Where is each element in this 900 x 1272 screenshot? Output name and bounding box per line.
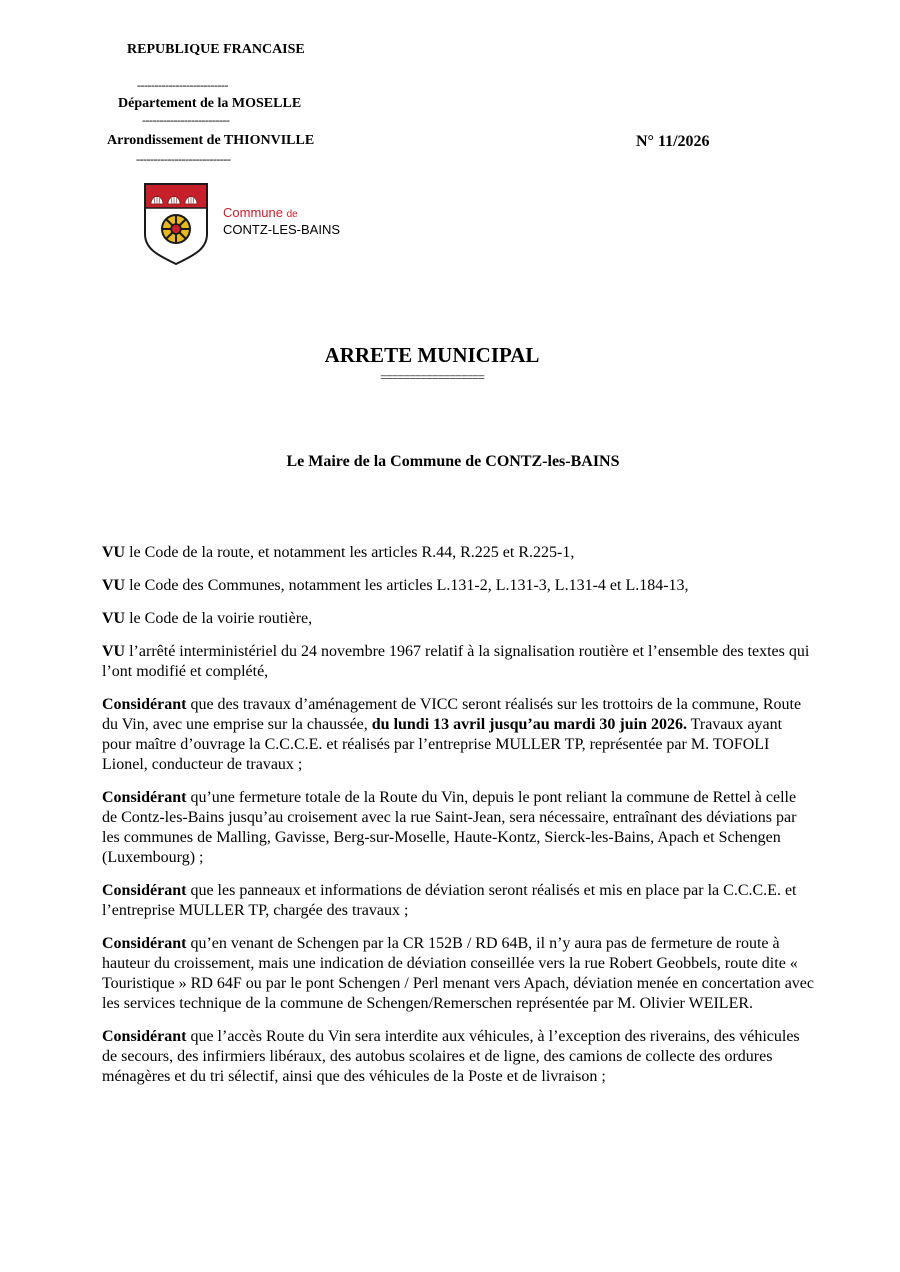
page-title: ARRETE MUNICIPAL bbox=[324, 343, 540, 367]
separator: --------------------------- bbox=[136, 152, 231, 166]
arrete-body bbox=[102, 543, 814, 1100]
commune-word: Commune bbox=[223, 205, 283, 220]
arrondissement-heading: Arrondissement de THIONVILLE bbox=[107, 133, 315, 148]
paragraph-text: que les panneaux et informations de déviation seront réalisés et mis en place par la C.C.C.E. et l’entreprise MULLER TP, chargée des travaux ; bbox=[102, 882, 797, 919]
paragraph-text: qu’une fermeture totale de la Route du Vin, depuis le pont reliant la commune de Rettel à celle de Contz-les-Bains jusqu’au croisement avec la rue Saint-Jean, sera nécessaire, entraînant des déviations par les communes de Malling, Gavisse, Berg-sur-Moselle, Haute-Kontz, Sierck-les-Bains, Apach et Schengen (Luxembourg) ; bbox=[102, 789, 797, 866]
paragraph-lead: VU bbox=[102, 577, 126, 594]
paragraph-lead: Considérant bbox=[102, 789, 187, 806]
paragraph-text: l’arrêté interministériel du 24 novembre 1967 relatif à la signalisation routière et l’ensemble des textes qui l’ont modifié et complété, bbox=[102, 643, 810, 680]
departement-heading: Département de la MOSELLE bbox=[118, 96, 302, 111]
commune-name: CONTZ-LES-BAINS bbox=[223, 222, 341, 237]
paragraph-lead: Considérant bbox=[102, 1028, 187, 1045]
arrete-number: N° 11/2026 bbox=[636, 133, 710, 150]
paragraph-text: que l’accès Route du Vin sera interdite aux véhicules, à l’exception des riverains, des véhicules de secours, des infirmiers libéraux, des autobus scolaires et de ligne, des camions de collecte des ordures ménagères et du tri sélectif, ainsi que des véhicules de la Poste et de livraison ; bbox=[102, 1028, 800, 1085]
paragraph-vu-voirie bbox=[102, 609, 814, 629]
paragraph-vu-code-communes bbox=[102, 576, 814, 596]
paragraph-text: le Code de la route, et notamment les articles R.44, R.225 et R.225-1, bbox=[125, 544, 575, 561]
paragraph-text: Travaux ayant pour maître d’ouvrage la C.C.C.E. et réalisés par l’entreprise MULLER TP, représentée par M. TOFOLI Lionel, conducteur de travaux ; bbox=[102, 716, 783, 773]
coat-of-arms bbox=[142, 182, 210, 266]
commune-label bbox=[223, 205, 298, 223]
paragraph-lead: VU bbox=[102, 544, 126, 561]
page-subtitle: Le Maire de la Commune de CONTZ-les-BAINS bbox=[286, 453, 620, 470]
separator: ------------------------- bbox=[142, 113, 230, 127]
separator: -------------------------- bbox=[137, 78, 228, 92]
title-underline: ================== bbox=[380, 370, 484, 384]
paragraph-considerant-acces bbox=[102, 1027, 814, 1087]
paragraph-text: le Code des Communes, notamment les articles L.131-2, L.131-3, L.131-4 et L.184-13, bbox=[125, 577, 689, 594]
paragraph-text: le Code de la voirie routière, bbox=[125, 610, 313, 627]
paragraph-lead: Considérant bbox=[102, 935, 187, 952]
republique-heading: REPUBLIQUE FRANCAISE bbox=[127, 42, 305, 57]
paragraph-text: que des travaux d’aménagement de VICC seront réalisés sur les trottoirs de la commune, Route du Vin, avec une emprise sur la chaussée, bbox=[102, 696, 802, 733]
paragraph-considerant-schengen bbox=[102, 934, 814, 1014]
paragraph-vu-code-route bbox=[102, 543, 814, 563]
paragraph-lead: VU bbox=[102, 610, 126, 627]
paragraph-text: qu’en venant de Schengen par la CR 152B / RD 64B, il n’y aura pas de fermeture de route à hauteur du croissement, mais une indication de déviation conseillée vers la rue Robert Geobbels, route dite « Touristique » RD 64F ou par le pont Schengen / Perl menant vers Apach, déviation menée en concertation avec les services technique de la commune de Schengen/Remerschen représentée par M. Olivier WEILER. bbox=[102, 935, 815, 1012]
paragraph-considerant-fermeture bbox=[102, 788, 814, 868]
paragraph-lead: Considérant bbox=[102, 696, 187, 713]
paragraph-considerant-panneaux bbox=[102, 881, 814, 921]
paragraph-lead: VU bbox=[102, 643, 126, 660]
paragraph-dates: du lundi 13 avril jusqu’au mardi 30 juin 2026. bbox=[371, 716, 687, 733]
paragraph-lead: Considérant bbox=[102, 882, 187, 899]
commune-de: de bbox=[286, 209, 298, 220]
paragraph-vu-arrete bbox=[102, 642, 814, 682]
paragraph-considerant-travaux bbox=[102, 695, 814, 775]
